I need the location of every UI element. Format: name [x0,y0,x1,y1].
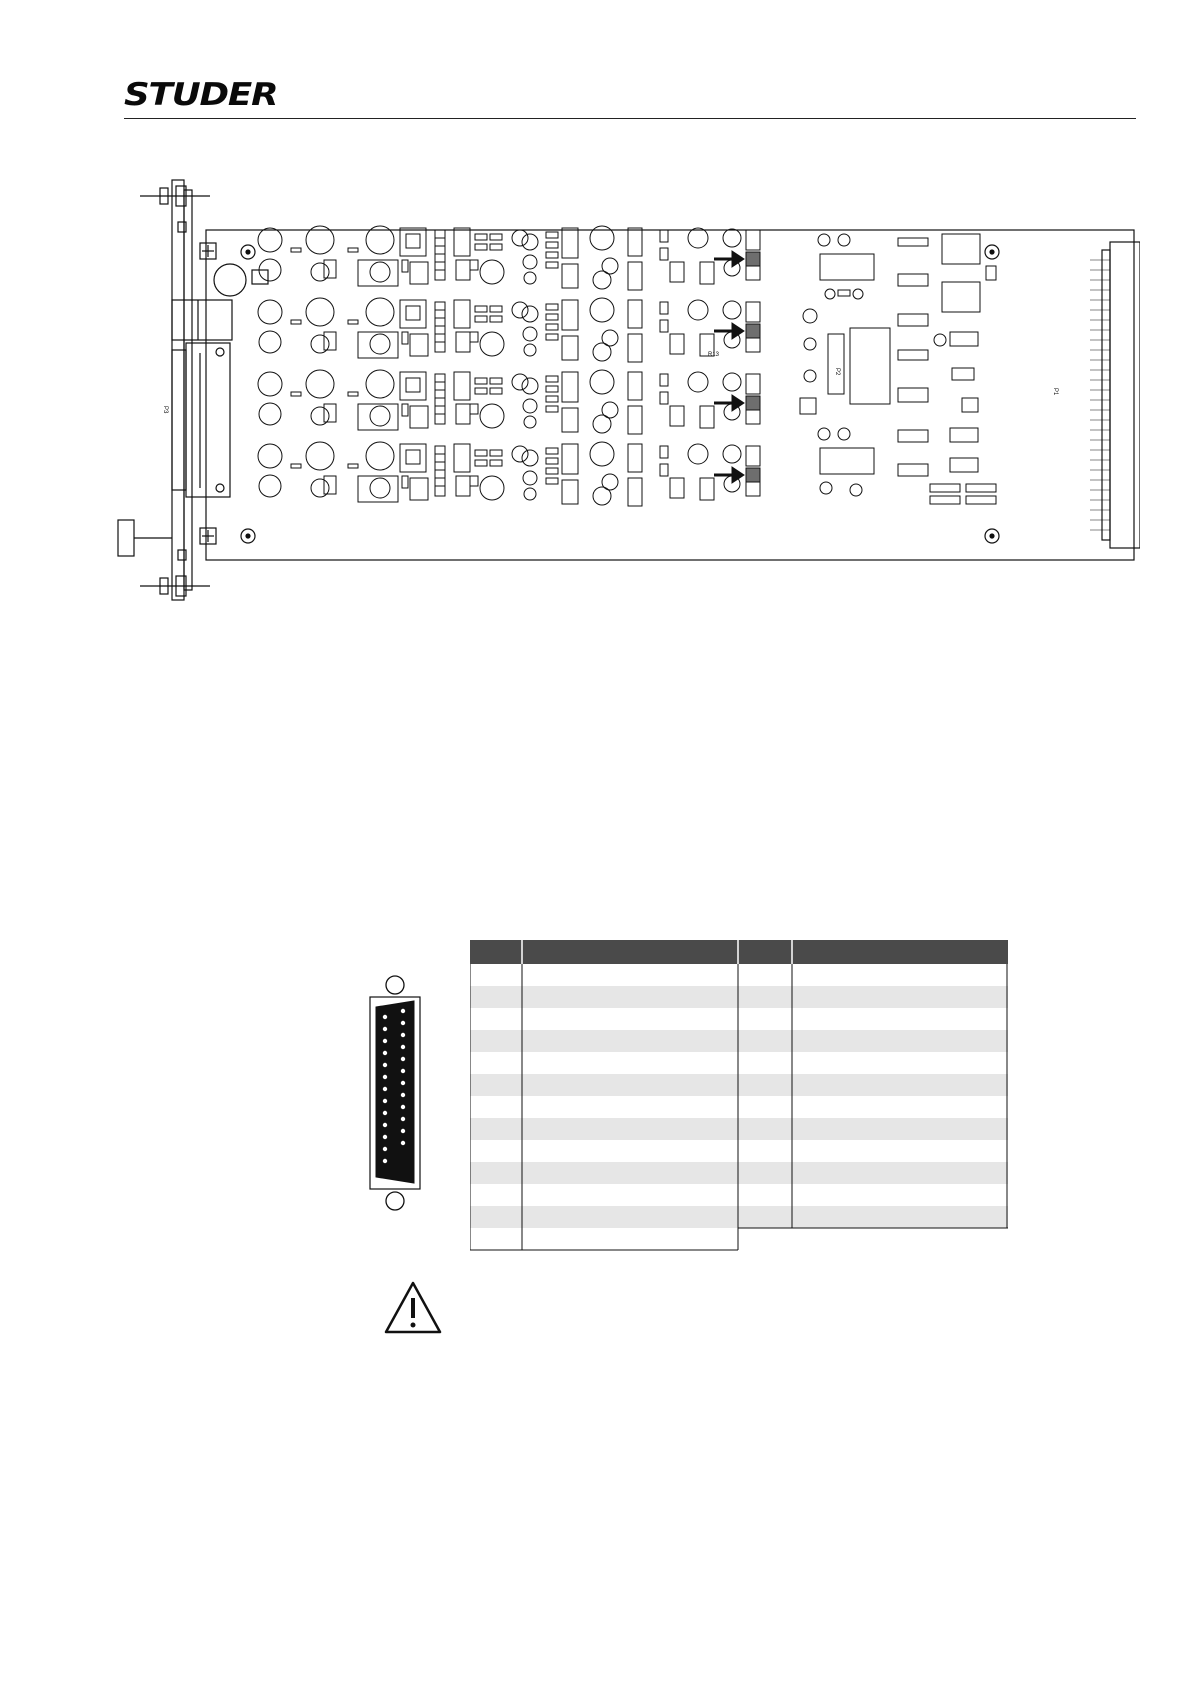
studer-logo: STUDER [124,77,278,113]
p3-label: P3 [162,406,168,414]
pcb-board-drawing [110,178,1140,608]
pin-assignment-table [470,940,1008,1252]
p2-label: P2 [834,368,840,376]
dsub-connector-drawing [360,975,430,1215]
p1-label: P1 [1052,388,1058,396]
r-label: R13 [708,352,720,358]
warning-triangle-icon [383,1280,443,1335]
header-rule [124,118,1136,119]
